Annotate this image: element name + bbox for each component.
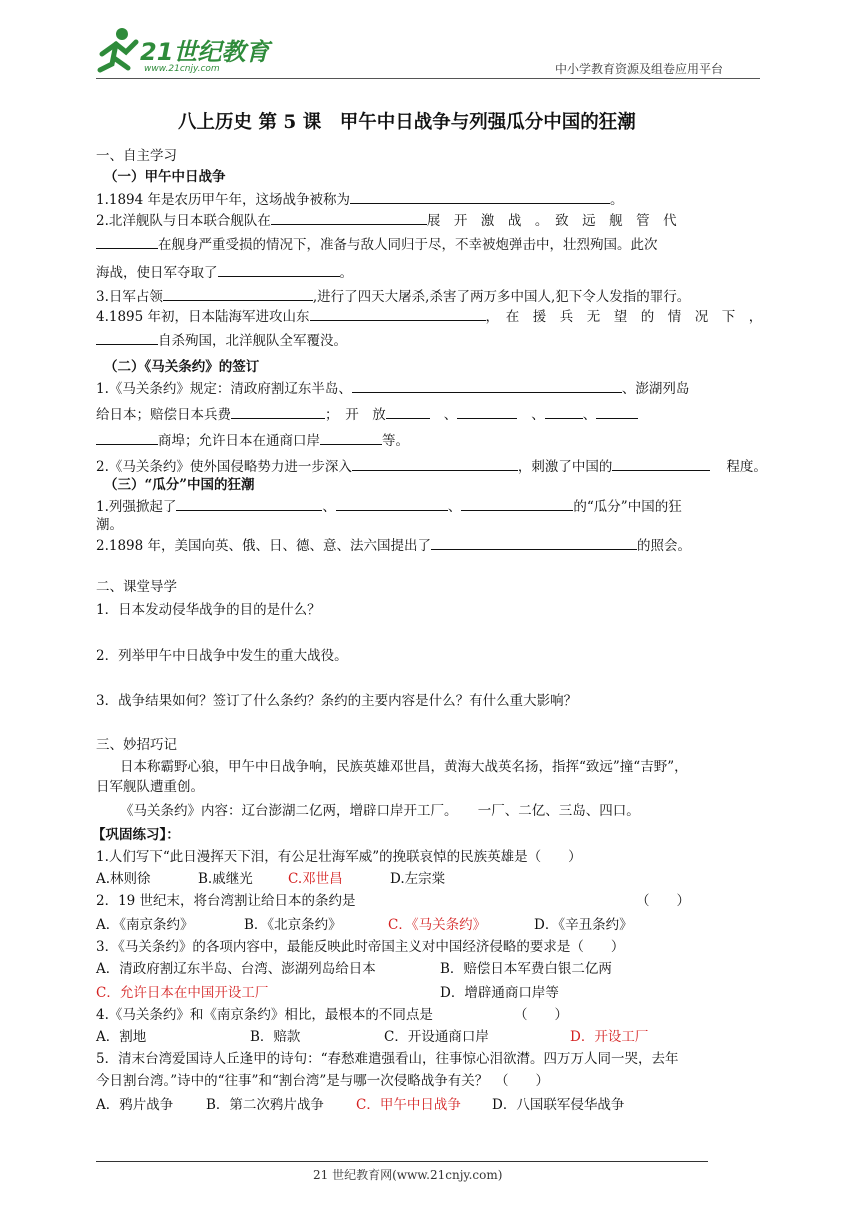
header-divider bbox=[96, 78, 760, 79]
practice-heading: 【巩固练习】： bbox=[92, 827, 180, 843]
item-1-4-cont: 自杀殉国，北洋舰队全军覆没。 bbox=[96, 330, 347, 350]
subheading-2: （二）《马关条约》的签订 bbox=[104, 359, 260, 375]
blank bbox=[310, 306, 486, 321]
item-2-2: 2.《马关条约》使外国侵略势力进一步深入 ，刺激了中国的 程度。 bbox=[96, 456, 767, 476]
blank bbox=[96, 430, 158, 445]
footer-divider bbox=[96, 1161, 708, 1162]
item-2-1: 1.《马关条约》规定：清政府割辽东半岛、 、澎湖列岛 bbox=[96, 378, 689, 398]
item-3-1-cont: 潮。 bbox=[96, 517, 123, 533]
option-a: A．鸦片战争 bbox=[96, 1097, 174, 1113]
option-c-answer: C．允许日本在中国开设工厂 bbox=[96, 985, 269, 1001]
option-d: D.左宗棠 bbox=[390, 871, 446, 887]
item-1-2-cont2: 海战，使日军夺取了 。 bbox=[96, 262, 353, 282]
option-a: A．割地 bbox=[96, 1029, 147, 1045]
mnemonic-line-1: 日本称霸野心狼，甲午中日战争响，民族英雄邓世昌，黄海大战英名扬，指挥“致远”撞“吉野”， bbox=[120, 759, 688, 775]
blank bbox=[350, 189, 610, 204]
option-b: B．《北京条约》 bbox=[244, 917, 342, 933]
question-2: 2．列举甲午中日战争中发生的重大战役。 bbox=[96, 648, 348, 664]
item-1-1: 1.1894 年是农历甲午年，这场战争被称为 。 bbox=[96, 189, 624, 209]
practice-q2-options bbox=[96, 916, 633, 934]
option-d: D．《辛丑条约》 bbox=[534, 917, 633, 933]
blank bbox=[336, 496, 448, 511]
option-a: A.林则徐 bbox=[96, 871, 151, 887]
platform-name: 中小学教育资源及组卷应用平台 bbox=[555, 62, 724, 76]
logo bbox=[92, 22, 270, 80]
practice-q5-stem-1: 5．清末台湾爱国诗人丘逢甲的诗句：“春愁难遣强看山，往事惊心泪欲潸。四万万人同一哭，去年 bbox=[96, 1051, 679, 1067]
footer-text: 21 世纪教育网(www.21cnjy.com) bbox=[313, 1168, 503, 1182]
blank bbox=[96, 234, 158, 249]
option-b: B.戚继光 bbox=[198, 871, 253, 887]
blank bbox=[457, 404, 517, 419]
item-1-2-cont: 在舰身严重受损的情况下，准备与敌人同归于尽，不幸被炮弹击中，壮烈殉国。此次 bbox=[96, 234, 658, 254]
blank bbox=[96, 330, 158, 345]
item-1-2: 2.北洋舰队与日本联合舰队在 展 开 激 战 。 致 远 舰 管 代 bbox=[96, 210, 677, 230]
runner-logo-icon bbox=[92, 24, 140, 74]
option-b: B．赔偿日本军费白银二亿两 bbox=[440, 961, 612, 977]
section-heading-2: 二、课堂导学 bbox=[96, 579, 177, 595]
option-a: A．清政府割辽东半岛、台湾、澎湖列岛给日本 bbox=[96, 961, 376, 977]
option-c: C．开设通商口岸 bbox=[384, 1029, 489, 1045]
item-2-1-cont2: 商埠；允许日本在通商口岸 等。 bbox=[96, 430, 409, 450]
option-c-answer: C．甲午中日战争 bbox=[356, 1097, 461, 1113]
item-1-3: 3.日军占领 ,进行了四天大屠杀,杀害了两万多中国人,犯下令人发指的罪行。 bbox=[96, 286, 690, 306]
question-1: 1．日本发动侵华战争的目的是什么？ bbox=[96, 602, 321, 618]
option-d-answer: D．开设工厂 bbox=[570, 1029, 649, 1045]
blank bbox=[218, 262, 340, 277]
page-title: 八上历史 第 5 课 甲午中日战争与列强瓜分中国的狂潮 bbox=[178, 112, 636, 133]
item-1-4: 4.1895 年初，日本陆海军进攻山东 ， 在 援 兵 无 望 的 情 况 下 ， bbox=[96, 306, 762, 326]
practice-q2-stem: 2．19 世纪末，将台湾割让给日本的条约是 bbox=[96, 893, 356, 909]
blank bbox=[320, 430, 382, 445]
section-heading-3: 三、妙招巧记 bbox=[96, 737, 177, 753]
option-b: B．赔款 bbox=[250, 1029, 301, 1045]
blank bbox=[612, 456, 710, 471]
question-3: 3．战争结果如何？签订了什么条约？条约的主要内容是什么？有什么重大影响？ bbox=[96, 693, 578, 709]
practice-q1-stem: 1.人们写下“此日漫挥天下泪，有公足壮海军威”的挽联哀悼的民族英雄是（ ） bbox=[96, 849, 582, 865]
item-3-2: 2.1898 年，美国向英、俄、日、德、意、法六国提出了 的照会。 bbox=[96, 535, 691, 555]
practice-q4-paren: （ ） bbox=[514, 1007, 568, 1023]
blank bbox=[176, 496, 322, 511]
practice-q3-options-2 bbox=[96, 984, 559, 1002]
blank bbox=[163, 286, 313, 301]
option-a: A．《南京条约》 bbox=[96, 917, 194, 933]
option-b: B．第二次鸦片战争 bbox=[206, 1097, 324, 1113]
practice-q4-options bbox=[96, 1028, 648, 1046]
item-3-1: 1.列强掀起了 、 、 的“瓜分”中国的狂 bbox=[96, 496, 682, 516]
blank bbox=[431, 535, 637, 550]
blank bbox=[545, 404, 583, 419]
logo-text: 21世纪教育 bbox=[140, 38, 270, 66]
blank bbox=[596, 404, 638, 419]
practice-q1-options bbox=[96, 870, 445, 888]
practice-q2-paren: （ ） bbox=[636, 893, 690, 909]
mnemonic-line-3: 《马关条约》内容：辽台澎湖二亿两，增辟口岸开工厂。 一厂、二亿、三岛、四口。 bbox=[120, 803, 640, 819]
practice-q3-options-1 bbox=[96, 960, 612, 978]
blank bbox=[352, 378, 622, 393]
blank bbox=[352, 456, 518, 471]
blank bbox=[386, 404, 430, 419]
mnemonic-line-2: 日军舰队遭重创。 bbox=[96, 779, 204, 795]
item-2-1-cont: 给日本；赔偿日本兵费 ； 开 放 、 、 、 bbox=[96, 404, 638, 424]
blank bbox=[271, 210, 427, 225]
practice-q3-stem: 3．《马关条约》的各项内容中，最能反映此时帝国主义对中国经济侵略的要求是（ ） bbox=[96, 939, 625, 955]
practice-q5-options bbox=[96, 1096, 624, 1114]
blank bbox=[231, 404, 325, 419]
practice-q4-stem: 4.《马关条约》和《南京条约》相比，最根本的不同点是 bbox=[96, 1007, 433, 1023]
practice-q5-stem-2: 今日割台湾。”诗中的“往事”和“割台湾”是与哪一次侵略战争有关？ （ ） bbox=[96, 1073, 550, 1089]
option-c-answer: C.邓世昌 bbox=[288, 871, 343, 887]
option-d: D．八国联军侵华战争 bbox=[492, 1097, 625, 1113]
option-d: D．增辟通商口岸等 bbox=[440, 985, 559, 1001]
section-heading-1: 一、自主学习 bbox=[96, 148, 177, 164]
option-c-answer: C．《马关条约》 bbox=[388, 917, 487, 933]
blank bbox=[461, 496, 573, 511]
subheading-3: （三）“瓜分”中国的狂潮 bbox=[104, 477, 255, 493]
logo-url: www.21cnjy.com bbox=[144, 64, 220, 74]
subheading-1: （一）甲午中日战争 bbox=[104, 169, 226, 185]
